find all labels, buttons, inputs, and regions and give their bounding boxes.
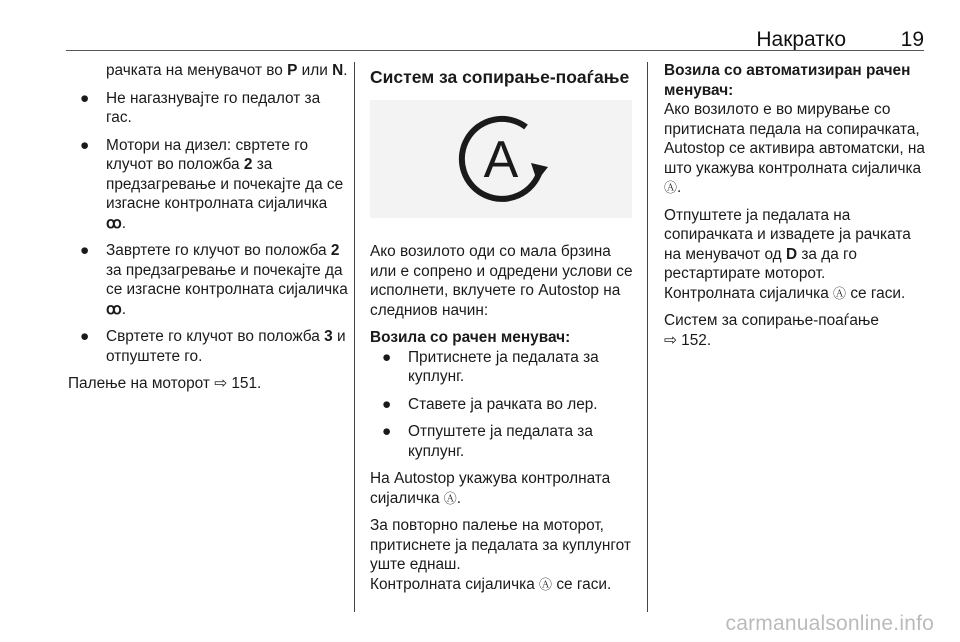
- arrow-right-icon: ⇨: [664, 331, 677, 349]
- paragraph: [664, 206, 930, 284]
- text: Мотори на дизел: свртете го клучот во положба: [106, 136, 309, 173]
- reference-page: 152.: [676, 331, 712, 349]
- key-position: 3: [324, 328, 333, 345]
- gear-p: P: [287, 62, 298, 79]
- list-item: [370, 395, 638, 415]
- list-item: [68, 136, 348, 234]
- text: рачката на менувачот во: [106, 62, 288, 79]
- key-position: 2: [243, 156, 253, 173]
- text: за предзагревање и почекајте да се изгасне контролната сијаличка: [106, 156, 344, 212]
- header-title: Накратко: [756, 28, 846, 51]
- autostop-indicator-icon: Ⓐ: [664, 180, 678, 195]
- text: .: [121, 300, 126, 318]
- paragraph: [370, 469, 638, 508]
- intro-paragraph: Ако возилото оди со мала брзина или е сопрено и одредени услови се исполнети, вклучете го Autostop на следниов начин:: [370, 243, 633, 319]
- arrow-right-icon: ⇨: [214, 375, 228, 392]
- text: .: [677, 179, 682, 196]
- paragraph: [370, 575, 638, 595]
- text: и отпуштете го.: [106, 328, 346, 365]
- preheat-coil-icon: ꝏ: [106, 300, 122, 318]
- list-item-text: Ставете ја рачката во лер.: [408, 395, 598, 413]
- bullet-icon: ●: [382, 423, 392, 440]
- subheading-manual: Возила со рачен менувач:: [370, 329, 571, 346]
- autostop-icon: [446, 109, 556, 209]
- column-right: [664, 61, 930, 358]
- text: за предзагревање и почекајте да се изгасне контролната сијаличка: [106, 261, 348, 298]
- header-rule: [66, 50, 924, 51]
- text: се гаси.: [846, 284, 906, 302]
- paragraph: За повторно палење на моторот, притиснете ја педалата за куплунгот уште еднаш.: [370, 517, 631, 573]
- text: .: [121, 214, 126, 232]
- continued-bullet-text: [68, 61, 348, 81]
- gear-d: D: [785, 245, 798, 263]
- bullet-icon: ●: [382, 395, 392, 413]
- text: Завртете го клучот во положба: [106, 242, 331, 259]
- page-number: 19: [900, 28, 924, 51]
- reference-text: Палење на моторот: [68, 375, 215, 392]
- column-divider-left: [354, 62, 355, 612]
- preheat-coil-icon: ꝏ: [106, 214, 122, 232]
- bullet-icon: ●: [80, 328, 90, 345]
- bullet-icon: ●: [80, 242, 90, 259]
- list-item-text: Притиснете ја педалата за куплунг.: [408, 348, 599, 385]
- autostop-indicator-icon: Ⓐ: [833, 285, 847, 301]
- figure-letter: A: [483, 131, 519, 189]
- section-heading: Систем за сопирање-поаѓање: [370, 67, 630, 87]
- autostop-figure: [370, 100, 632, 218]
- watermark: carmanualsonline.info: [725, 612, 934, 635]
- text: .: [456, 489, 462, 507]
- text: Контролната сијаличка: [370, 575, 540, 593]
- bullet-icon: ●: [80, 136, 90, 154]
- list-item-text: Не нагазнувајте го педалот за гас.: [106, 89, 321, 126]
- text: Свртете го клучот во положба: [106, 328, 325, 345]
- key-position: 2: [330, 242, 340, 259]
- list-item-text: Отпуштете ја педалата за куплунг.: [408, 423, 593, 460]
- list-item: [370, 422, 638, 461]
- reference-text: Систем за сопирање-поаѓање: [664, 312, 879, 329]
- bullet-icon: ●: [382, 348, 392, 366]
- list-item: [68, 327, 348, 366]
- text: или: [297, 62, 333, 79]
- text: Контролната сијаличка: [664, 284, 834, 302]
- column-left: [68, 61, 348, 402]
- text: Ако возилото е во мирување со притисната педала на сопирачката, Autostop се активира автоматски, на што укажува контролната сијаличка: [664, 101, 925, 177]
- text: се гаси.: [552, 575, 612, 593]
- list-item: [370, 348, 638, 387]
- paragraph: [664, 284, 930, 304]
- bullet-icon: ●: [80, 89, 90, 107]
- gear-n: N: [332, 62, 344, 79]
- reference-page: 151.: [227, 375, 262, 392]
- cross-reference[interactable]: [664, 311, 930, 350]
- text: .: [343, 62, 348, 79]
- text: за да го рестартирате моторот.: [664, 245, 857, 282]
- autostop-indicator-icon: Ⓐ: [539, 576, 553, 592]
- list-item: [68, 89, 348, 128]
- column-middle: [370, 61, 638, 602]
- autostop-indicator-icon: Ⓐ: [443, 490, 457, 506]
- text: На Autostop укажува контролната сијаличка: [370, 470, 611, 507]
- list-item: [68, 241, 348, 319]
- subheading-automated: Возила со автоматизиран рачен менувач:: [664, 62, 911, 99]
- text: Отпуштете ја педалата на сопирачката и извадете ја рачката на менувачот од: [664, 206, 911, 263]
- column-divider-right: [647, 62, 648, 612]
- paragraph: [664, 100, 930, 198]
- cross-reference[interactable]: [68, 374, 348, 394]
